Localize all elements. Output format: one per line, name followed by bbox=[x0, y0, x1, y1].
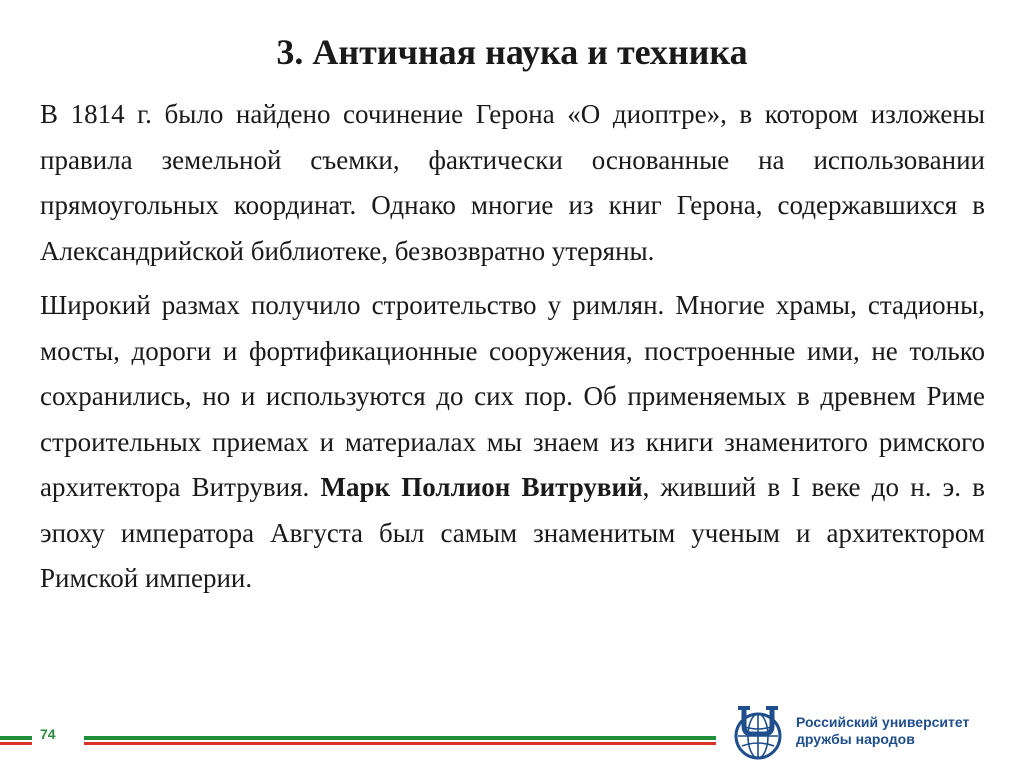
slide-body bbox=[40, 92, 985, 602]
slide-footer bbox=[0, 700, 1024, 767]
university-name bbox=[796, 714, 969, 748]
paragraph-roman-construction bbox=[40, 283, 985, 602]
slide-title: 3. Античная наука и техника bbox=[276, 32, 748, 72]
paragraph-heron: В 1814 г. было найдено сочинение Герона «О диоптре», в котором изложены правила земельной съемки, фактически основанные на использовании прямоугольных координат. Однако многие из книг Герона, содержавшихся в Александрийской библиотеке, безвозвратно утеряны. bbox=[40, 99, 985, 266]
paragraph-text-start: Широкий размах получило строительство у римлян. Многие храмы, стадионы, мосты, дороги и фортификационные сооружения, построенные ими, не только сохранились, но и используются до сих пор. Об применяемых в древнем Риме строительных приемах и материалах мы знаем из книги знаменитого римского архитектора Витрувия. bbox=[40, 290, 985, 502]
vitruvius-name: Марк Поллион Витрувий bbox=[320, 472, 643, 502]
page-number: 74 bbox=[40, 726, 56, 742]
university-logo-icon bbox=[728, 704, 788, 762]
paragraph-text-end: , живший в I веке до н. э. в эпоху императора Августа был самым знаменитым ученым и архитектором Римской империи. bbox=[40, 472, 986, 593]
university-name-line-2: дружбы народов bbox=[796, 731, 915, 747]
university-name-line-1: Российский университет bbox=[796, 714, 970, 730]
